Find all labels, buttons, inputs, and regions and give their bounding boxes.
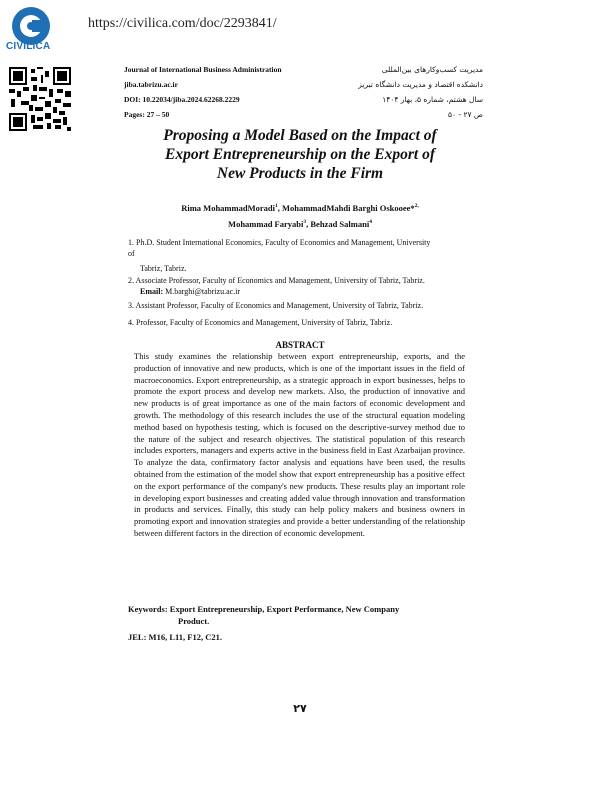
keywords-line: Product. [178, 616, 210, 626]
journal-header-persian [358, 62, 483, 122]
journal-name: Journal of International Business Administration [124, 65, 282, 74]
author-separator: , [277, 202, 282, 213]
doi: DOI: 10.22034/jiba.2024.62268.2229 [124, 95, 240, 104]
document-url[interactable]: https://civilica.com/doc/2293841/ [88, 16, 277, 31]
paper-title [130, 126, 470, 183]
jel-codes: JEL: M16, L11, F12, C21. [128, 632, 222, 642]
author-name: Rima MohammadMoradi [181, 202, 275, 213]
author-affil-sup: 3 [303, 218, 307, 225]
page-range: Pages: 27 – 50 [124, 110, 170, 119]
title-line: Proposing a Model Based on the Impact of [163, 127, 437, 144]
corresponding-star: * [410, 202, 415, 213]
abstract-body: This study examines the relationship between export entrepreneurship, exports, and the production of innovative and new products, which is one of the important issues in the field of macroeconomics. Export entrepreneurship, as a strategic approach in export businesses, helps to promote the export process and develop new markets. Also, the production of innovative and new products is of great importance as one of the main factors of economic development and growth. The methodology of this research includes the use of the structural equation modeling method based on hypothesis testing, which is focused on the descriptive-survey method due to the nature of the subject and research objectives. The statistical population of this research includes exporters, managers and experts active in the business field in East Azarbaijan province. To analyze the data, confirmatory factor analysis and equations have been used, the results obtained from the estimation of the model show that export entrepreneurship has a positive effect on the export performance of the company's new products. These results play an important role in developing export businesses and creating added value through innovation and transformation in products and services. Finally, this study can help policy makers and business owners in promoting export and innovation strategies and provide a better understanding of the relationship between different factors in the direction of economic development. [134, 351, 465, 538]
author-name: MohammadMahdi Barghi Oskooee [281, 202, 411, 213]
affiliation-4: 4. Professor, Faculty of Economics and Management, University of Tabriz, Tabriz. [128, 318, 393, 327]
journal-name-fa: مدیریت کسب‌وکارهای بین‌المللی [381, 65, 483, 74]
author-separator: , [306, 218, 311, 229]
affiliation-2 [128, 275, 473, 297]
journal-site: jiba.tabrizu.ac.ir [124, 80, 178, 89]
affiliation-1 [128, 237, 473, 274]
author-affil-sup: 1 [274, 203, 278, 209]
journal-header-english [124, 62, 282, 122]
affiliation-line: 2. Associate Professor, Faculty of Economics and Management, University of Tabriz, Tabriz. [128, 276, 425, 285]
title-line: New Products in the Firm [216, 165, 384, 182]
affiliation-line: 1. Ph.D. Student International Economics, Faculty of Economics and Management, University [128, 238, 431, 247]
pages-fa: ص ۲۷ - ۵۰ [447, 110, 483, 119]
faculty-fa: دانشکده اقتصاد و مدیریت دانشگاه تبریز [358, 80, 483, 89]
author-affil-sup: 2, [414, 203, 419, 209]
email-address[interactable]: M.barghi@tabrizu.ac.ir [163, 287, 241, 296]
affiliation-line: Tabriz, Tabriz. [140, 264, 187, 273]
keywords-line: Keywords: Export Entrepreneurship, Export Performance, New Company [128, 604, 400, 614]
logo-text: CIVILICA [6, 41, 51, 52]
affiliation-line: of [128, 249, 135, 258]
keywords [128, 603, 473, 627]
author-affil-sup: 4 [369, 218, 372, 225]
abstract-heading: ABSTRACT [275, 340, 325, 350]
issue-fa: سال هشتم، شماره ۵، بهار ۱۴۰۴ [382, 95, 483, 104]
author-name: Mohammad Faryabi [228, 218, 304, 229]
author-name: Behzad Salmani [310, 218, 370, 229]
author-list [140, 199, 460, 231]
qr-code [9, 67, 71, 131]
affiliation-3: 3. Assistant Professor, Faculty of Economics and Management, University of Tabriz, Tabriz. [128, 301, 424, 310]
title-line: Export Entrepreneurship on the Export of [164, 146, 436, 163]
page-number: ۲۷ [293, 702, 307, 715]
email-label: Email: [140, 287, 164, 296]
